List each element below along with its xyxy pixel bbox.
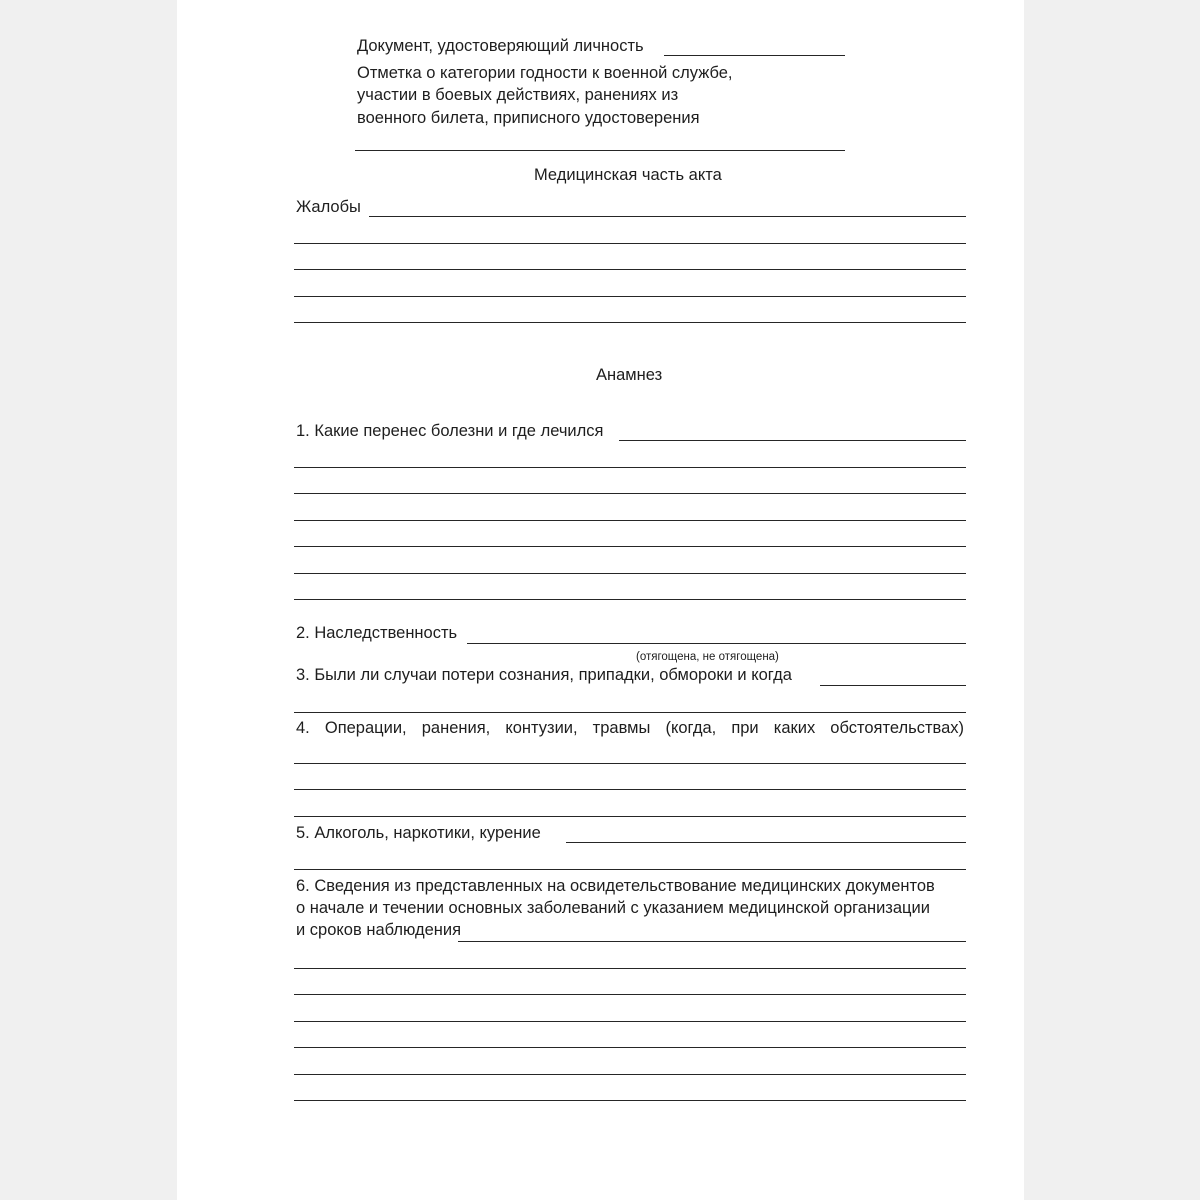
medical-part-title: Медицинская часть акта [534,166,722,184]
complaints-line[interactable] [294,322,966,323]
complaints-line[interactable] [294,243,966,244]
question-1-line[interactable] [294,573,966,574]
question-4-line[interactable] [294,763,966,764]
question-1-line[interactable] [294,599,966,600]
question-4-line[interactable] [294,789,966,790]
question-6-line[interactable] [294,1047,966,1048]
question-3-field[interactable] [820,685,966,686]
question-6-line[interactable] [294,1100,966,1101]
question-1-field[interactable] [619,440,966,441]
military-note-line-1: Отметка о категории годности к военной службе, [357,64,733,82]
question-6-line[interactable] [294,994,966,995]
complaints-label: Жалобы [296,198,361,216]
question-3-label: 3. Были ли случаи потери сознания, припадки, обмороки и когда [296,666,792,684]
id-document-label: Документ, удостоверяющий личность [357,37,644,55]
question-5-field[interactable] [566,842,966,843]
question-5-line[interactable] [294,869,966,870]
question-1-line[interactable] [294,520,966,521]
question-6-line[interactable] [294,1074,966,1075]
question-6-line-1: 6. Сведения из представленных на освидетельствование медицинских документов [296,877,935,895]
complaints-line[interactable] [294,269,966,270]
military-note-field[interactable] [355,150,845,151]
question-6-field[interactable] [458,941,966,942]
complaints-field[interactable] [369,216,966,217]
question-1-line[interactable] [294,467,966,468]
question-1-line[interactable] [294,493,966,494]
question-6-line-3: и сроков наблюдения [296,921,462,939]
military-note-line-3: военного билета, приписного удостоверения [357,109,700,127]
question-2-field[interactable] [467,643,966,644]
question-2-hint: (отягощена, не отягощена) [636,651,779,663]
military-note-line-2: участии в боевых действиях, ранениях из [357,86,679,104]
question-4-line[interactable] [294,816,966,817]
question-3-line[interactable] [294,712,966,713]
question-6-line-2: о начале и течении основных заболеваний с указанием медицинской организации [296,899,930,917]
question-2-label: 2. Наследственность [296,624,458,642]
question-6-line[interactable] [294,1021,966,1022]
id-document-field[interactable] [664,55,845,56]
question-6-line[interactable] [294,968,966,969]
question-1-label: 1. Какие перенес болезни и где лечился [296,422,604,440]
question-4-label: 4. Операции, ранения, контузии, травмы (когда, при каких обстоятельствах) [296,719,964,737]
anamnesis-title: Анамнез [596,366,663,384]
complaints-line[interactable] [294,296,966,297]
question-1-line[interactable] [294,546,966,547]
question-5-label: 5. Алкоголь, наркотики, курение [296,824,541,842]
